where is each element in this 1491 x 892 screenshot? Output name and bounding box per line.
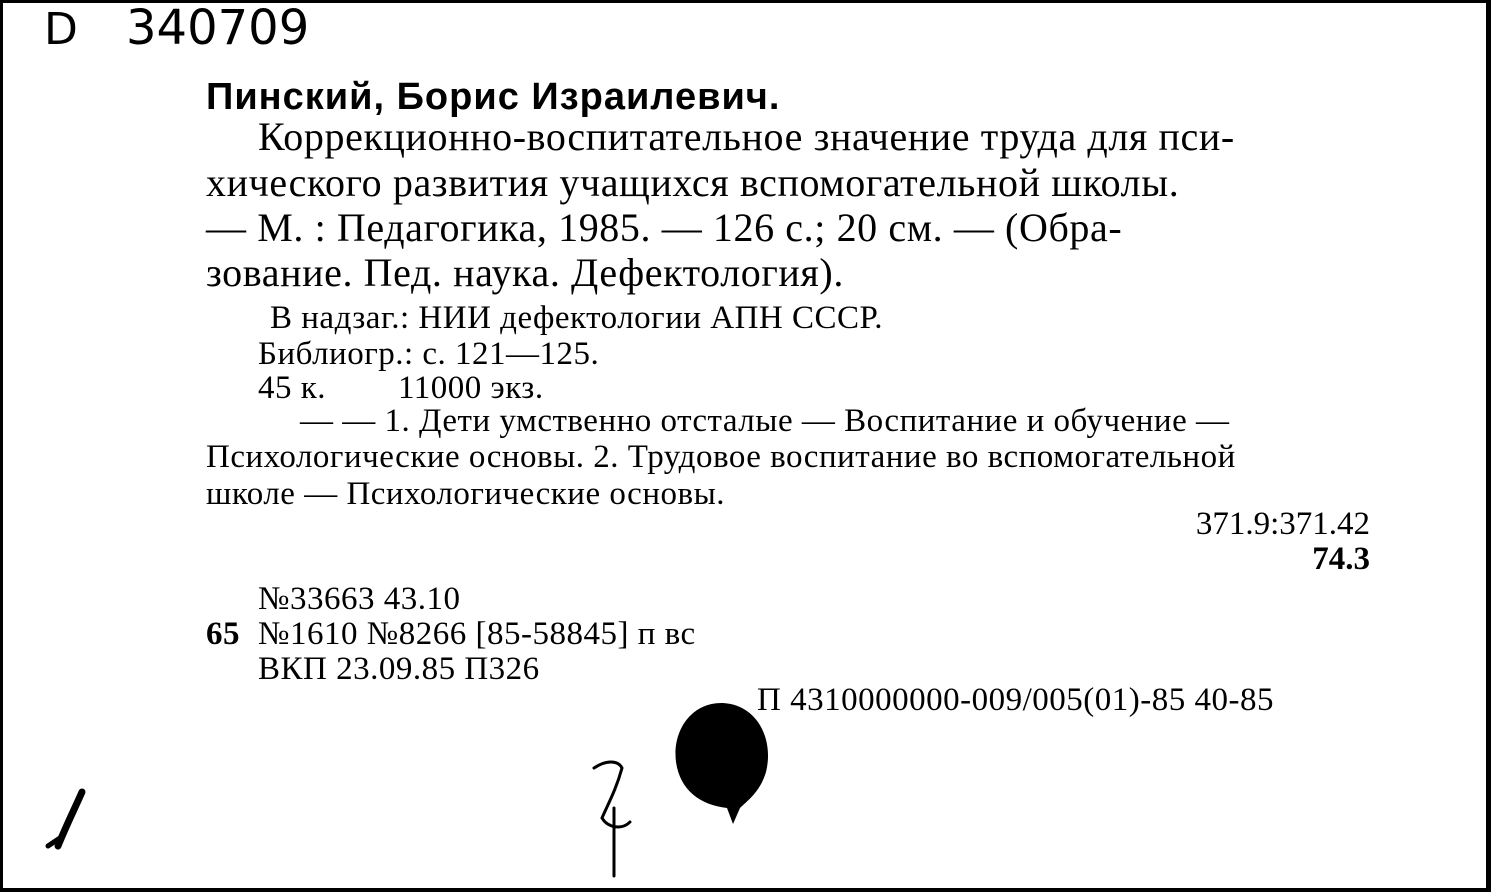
punch-hole — [675, 703, 768, 824]
subject-line-1: — — 1. Дети умственно отсталые — Воспитание и обучение — — [300, 403, 1230, 439]
index-code: П 4310000000-009/005(01)-85 40-85 — [757, 682, 1274, 718]
udc-code: 371.9:371.42 — [1195, 506, 1370, 542]
production-line-2: №1610 №8266 [85-58845] п вс — [258, 616, 696, 652]
author-heading: Пинский, Борис Израилевич. — [206, 76, 781, 118]
bbk-code: 74.3 — [1312, 541, 1370, 577]
production-line-3: ВКП 23.09.85 П326 — [258, 651, 540, 687]
accession-number: 340709 — [126, 0, 310, 56]
price: 45 к. — [258, 370, 327, 406]
bibliography-note: Библиогр.: с. 121—125. — [258, 336, 600, 372]
subject-line-3: школе — Психологические основы. — [206, 476, 725, 512]
description-line-2: хического развития учащихся вспомогательной школы. — [206, 160, 1180, 205]
production-line-1: №33663 43.10 — [258, 581, 461, 617]
accession-letter: D — [44, 4, 78, 55]
description-line-3: — М. : Педагогика, 1985. — 126 с.; 20 см. — (Обра- — [206, 205, 1123, 250]
handwritten-stroke-center — [594, 762, 630, 876]
production-prefix: 65 — [206, 616, 240, 652]
description-line-4: зование. Пед. наука. Дефектология). — [206, 250, 844, 295]
print-run: 11000 экз. — [398, 370, 544, 406]
header-note: В надзаг.: НИИ дефектологии АПН СССР. — [270, 300, 884, 336]
subject-line-2: Психологические основы. 2. Трудовое воспитание во вспомогательной — [206, 439, 1236, 475]
description-line-1: Коррекционно-воспитательное значение труда для пси- — [258, 114, 1235, 159]
